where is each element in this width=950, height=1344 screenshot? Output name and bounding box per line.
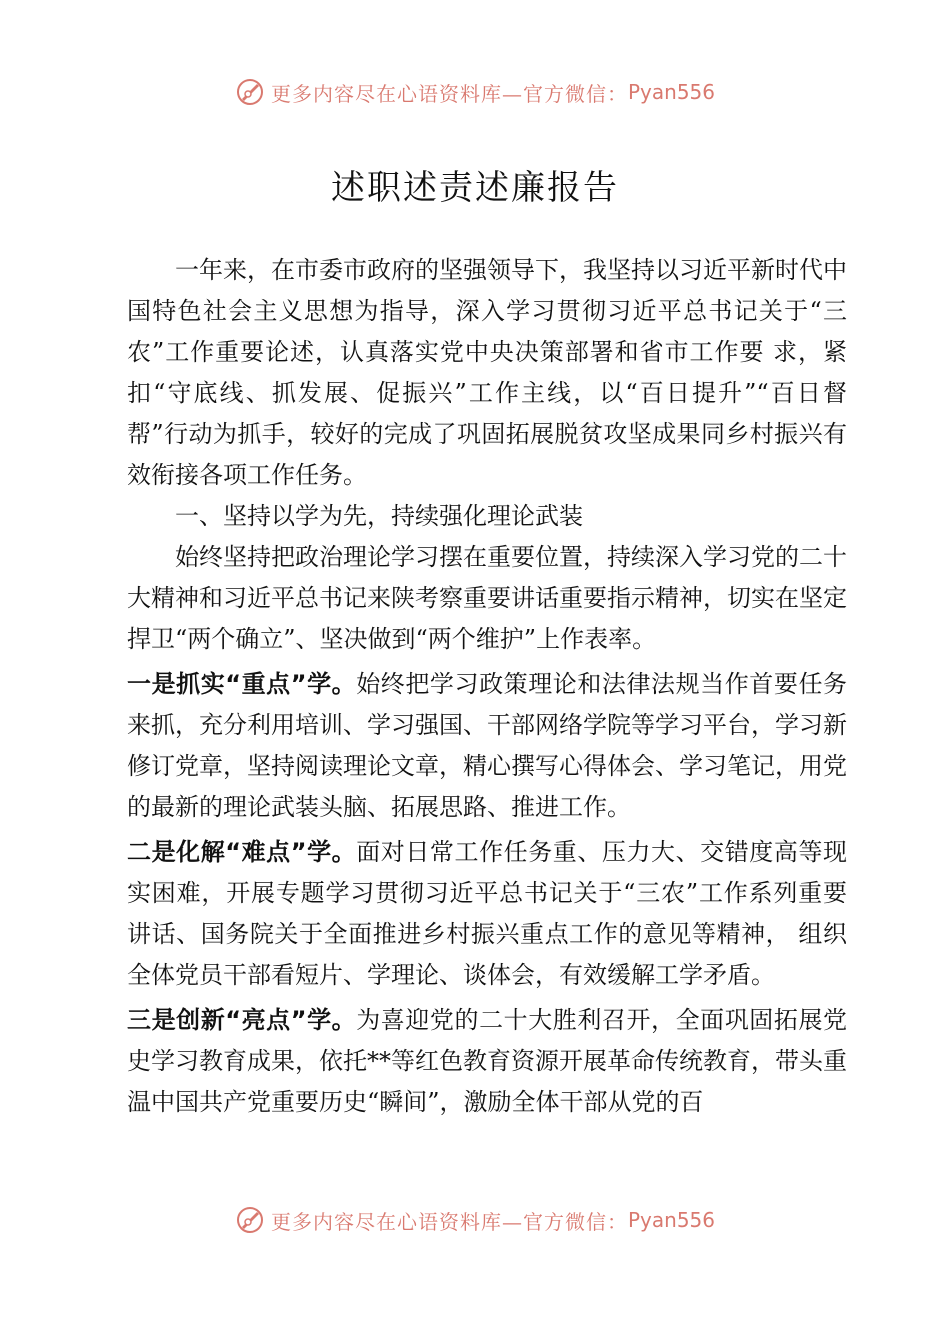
header-watermark xyxy=(0,72,950,112)
point-label: 二是化解“难点”学。 xyxy=(127,838,357,866)
point-paragraph-1 xyxy=(127,664,847,828)
point-text: 始终把学习政策理论和法律法规当作首要任务来抓，充分利用培训、学习强国、干部网络学院等学习平台，学习新修订党章，坚持阅读理论文章，精心撰写心得体会、学习笔记，用党的最新的理论武装头脑、拓展思路、推进工作。 xyxy=(127,670,848,821)
watermark-text: 更多内容尽在心语资料库—官方微信： xyxy=(270,81,628,106)
watermark-wechat-id: Pyan556 xyxy=(627,80,715,104)
point-paragraph-2 xyxy=(127,832,847,996)
point-label: 三是创新“亮点”学。 xyxy=(127,1006,357,1034)
document-body xyxy=(127,250,847,1123)
intro-paragraph: 一年来，在市委市政府的坚强领导下，我坚持以习近平新时代中国特色社会主义思想为指导，深入学习贯彻习近平总书记关于“三农”工作重要论述，认真落实党中央决策部署和省市工作要 求，紧扣“守底线、抓发展、促振兴”工作主线，以“百日提升”“百日督帮”行动为抓手，较好的完成了巩固拓展脱贫攻坚成果同乡村振兴有效衔接各项工作任务。 xyxy=(127,256,847,489)
point-label: 一是抓实“重点”学。 xyxy=(127,670,357,698)
footer-watermark xyxy=(0,1200,950,1240)
point-paragraph-3 xyxy=(127,1000,847,1123)
point-text: 为喜迎党的二十大胜利召开，全面巩固拓展党史学习教育成果，依托**等红色教育资源开展革命传统教育，带头重温中国共产党重要历史“瞬间”，激励全体干部从党的百 xyxy=(127,1006,848,1116)
watermark-text: 更多内容尽在心语资料库—官方微信： xyxy=(270,1209,628,1234)
pen-logo-icon xyxy=(235,1205,265,1235)
section-heading: 一、坚持以学为先，持续强化理论武装 xyxy=(175,502,583,530)
section-lead-paragraph: 始终坚持把政治理论学习摆在重要位置，持续深入学习党的二十大精神和习近平总书记来陕考察重要讲话重要指示精神，切实在坚定捍卫“两个确立”、坚决做到“两个维护”上作表率。 xyxy=(127,543,847,653)
pen-logo-icon xyxy=(235,77,265,107)
watermark-wechat-id: Pyan556 xyxy=(627,1208,715,1232)
point-text: 面对日常工作任务重、压力大、交错度高等现实困难，开展专题学习贯彻习近平总书记关于“三农”工作系列重要讲话、国务院关于全面推进乡村振兴重点工作的意见等精神， 组织全体党员干部看短片、学理论、谈体会，有效缓解工学矛盾。 xyxy=(127,838,848,989)
document-title: 述职述责述廉报告 xyxy=(331,168,619,208)
